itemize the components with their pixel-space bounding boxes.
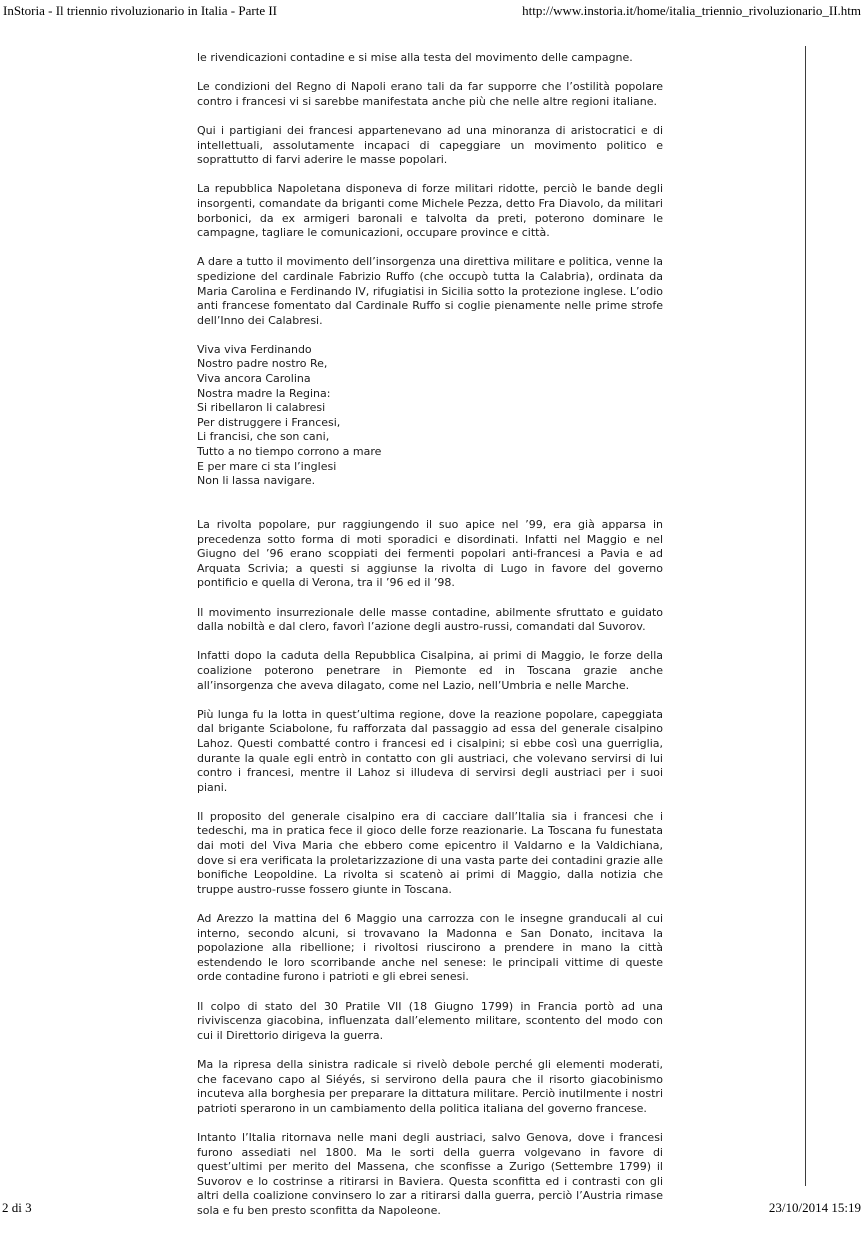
paragraph: Infatti dopo la caduta della Repubblica Cisalpina, ai primi di Maggio, le forze della coalizione poterono penetrare in Piemonte ed in Toscana grazie anche all’insorgenza che aveva dilagato, come nel Lazio, nell’Umbria e nelle Marche. xyxy=(197,649,663,692)
paragraph: Più lunga fu la lotta in quest’ultima regione, dove la reazione popolare, capeggiata dal brigante Sciabolone, fu rafforzata dal passaggio ad essa del generale cisalpino Lahoz. Questi combatté contro i francesi ed i cisalpini; si ebbe così una guerriglia, durante la quale egli entrò in contatto con gli austriaci, che volevano servirsi di lui contro i francesi, mentre il Lahoz si illudeva di servirsi degli austriaci per i suoi piani. xyxy=(197,707,663,794)
header-title: InStoria - Il triennio rivoluzionario in Italia - Parte II xyxy=(3,3,277,18)
verse-line: Nostra madre la Regina: xyxy=(197,386,331,400)
paragraph: Il proposito del generale cisalpino era di cacciare dall’Italia sia i francesi che i tedeschi, ma in pratica fece il gioco delle forze reazionarie. La Toscana fu funestata dai moti del Viva Maria che ebbero come epicentro il Valdarno e la Valdichiana, dove si era verificata la proletarizzazione di una vasta parte dei contadini grazie alle bonifiche Leopoldine. La rivolta si scatenò ai primi di Maggio, dalla notizia che truppe austro-russe fossero giunte in Toscana. xyxy=(197,809,663,896)
verse-line: Per distruggere i Francesi, xyxy=(197,415,341,429)
paragraph: Ad Arezzo la mattina del 6 Maggio una carrozza con le insegne granducali al cui interno, secondo alcuni, si trovavano la Madonna e San Donato, incitava la popolazione alla ribellione; i rivoltosi riuscirono a prendere in mano la città estendendo le loro scorribande anche nel senese: le principali vittime di queste orde contadine furono i patrioti e gli ebrei senesi. xyxy=(197,912,663,984)
header-url: http://www.instoria.it/home/italia_triennio_rivoluzionario_II.htm xyxy=(522,3,861,18)
paragraph: Intanto l’Italia ritornava nelle mani degli austriaci, salvo Genova, dove i francesi furono assediati nel 1800. Ma le sorti della guerra volgevano in favore di quest’ultimi per merito del Massena, che sconfisse a Zurigo (Settembre 1799) il Suvorov e lo costrinse a ritirarsi in Baviera. Questa sconfitta ed i contrasti con gli altri della coalizione convinsero lo zar a ritirarsi dalla guerra, perciò l’Austria rimase sola e fu ben presto sconfitta da Napoleone. xyxy=(197,1130,663,1217)
paragraph: le rivendicazioni contadine e si mise alla testa del movimento delle campagne. xyxy=(197,51,633,64)
page-number: 2 di 3 xyxy=(2,1200,32,1215)
paragraph: La rivolta popolare, pur raggiungendo il suo apice nel ’99, era già apparsa in precedenza sotto forma di moti sporadici e disordinati. Infatti nel Maggio e nel Giugno del ’96 erano scoppiati dei fermenti popolari anti-francesi a Pavia e ad Arquata Scrivia; a questi si aggiunse la rivolta di Lugo in favore del governo pontificio e quella di Verona, tra il ’96 ed il ’98. xyxy=(197,518,663,590)
verse-line: Viva ancora Carolina xyxy=(197,372,311,386)
print-footer xyxy=(0,1200,863,1216)
verse-line: Viva viva Ferdinando xyxy=(197,342,312,356)
verse-block xyxy=(197,343,663,489)
verse-line: Si ribellaron li calabresi xyxy=(197,401,326,415)
verse-line: Li francisi, che son cani, xyxy=(197,430,330,444)
paragraph: Le condizioni del Regno di Napoli erano tali da far supporre che l’ostilità popolare contro i francesi vi si sarebbe manifestata anche più che nelle altre regioni italiane. xyxy=(197,80,663,108)
paragraph: La repubblica Napoletana disponeva di forze militari ridotte, perciò le bande degli insorgenti, comandate da briganti come Michele Pezza, detto Fra Diavolo, da militari borbonici, da ex armigeri baronali e talvolta da preti, poterono dominare le campagne, tagliare le comunicazioni, occupare province e città. xyxy=(197,182,663,240)
verse-line: Tutto a no tiempo corrono a mare xyxy=(197,445,382,459)
page-right-rule xyxy=(805,46,806,1186)
paragraph: Ma la ripresa della sinistra radicale si rivelò debole perché gli elementi moderati, che facevano capo al Siéyés, si servirono della paura che il risorto giacobinismo incuteva alla borghesia per preparare la dittatura militare. Perciò inutilmente i nostri patrioti sperarono in un cambiamento della politica italiana del governo francese. xyxy=(197,1057,663,1115)
verse-line: Non li lassa navigare. xyxy=(197,474,316,488)
print-header xyxy=(0,3,863,19)
verse-line: Nostro padre nostro Re, xyxy=(197,357,328,371)
paragraph: Il movimento insurrezionale delle masse contadine, abilmente sfruttato e guidato dalla nobiltà e dal clero, favorì l’azione degli austro-russi, comandati dal Suvorov. xyxy=(197,605,663,634)
article-body xyxy=(197,51,663,1233)
paragraph: Il colpo di stato del 30 Pratile VII (18 Giugno 1799) in Francia portò ad una riviviscenza giacobina, influenzata dall’elemento militare, scontento del modo con cui il Direttorio dirigeva la guerra. xyxy=(197,999,663,1042)
paragraph: A dare a tutto il movimento dell’insorgenza una direttiva militare e politica, venne la spedizione del cardinale Fabrizio Ruffo (che occupò tutta la Calabria), ordinata da Maria Carolina e Ferdinando IV, rifugiatisi in Sicilia sotto la protezione inglese. L’odio anti francese fomentato dal Cardinale Ruffo si coglie pienamente nelle prime strofe dell’Inno dei Calabresi. xyxy=(197,255,663,327)
print-timestamp: 23/10/2014 15:19 xyxy=(768,1200,861,1215)
verse-line: E per mare ci sta l’inglesi xyxy=(197,459,337,473)
paragraph: Qui i partigiani dei francesi appartenevano ad una minoranza di aristocratici e di intellettuali, assolutamente incapaci di capeggiare un movimento politico e soprattutto di farvi aderire le masse popolari. xyxy=(197,123,663,167)
